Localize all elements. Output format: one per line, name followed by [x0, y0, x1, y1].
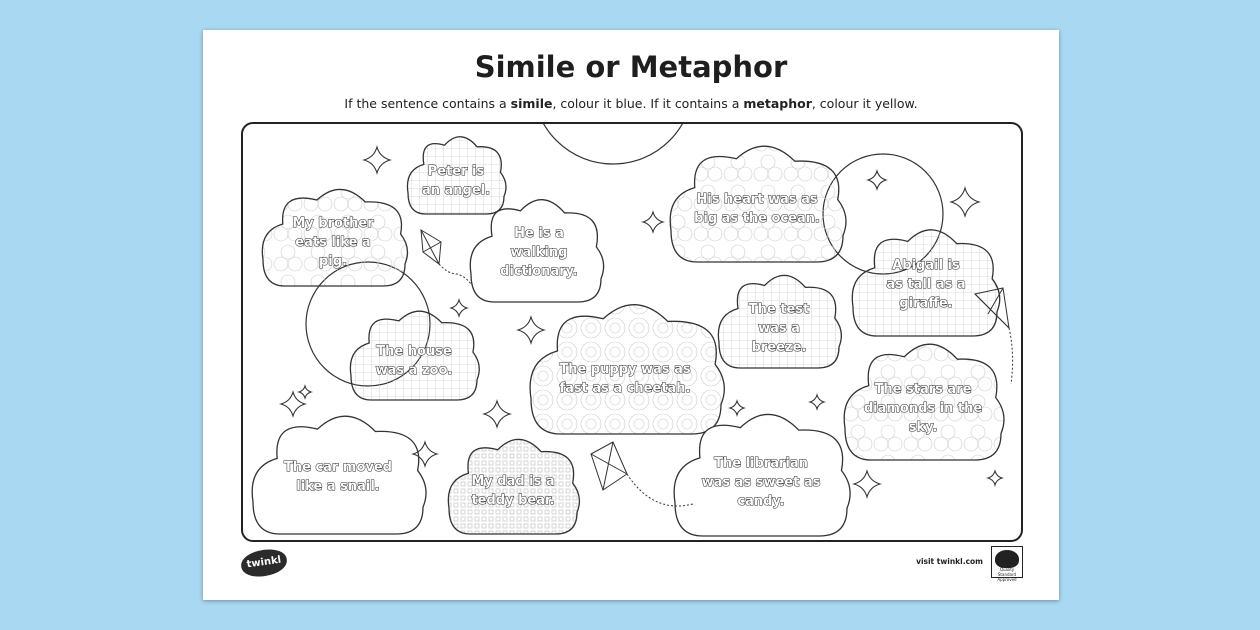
- sentence-line: He is a: [514, 226, 564, 241]
- sparkle-icon-11: [810, 395, 824, 409]
- worksheet-page: [203, 30, 1059, 600]
- sentence-line: giraffe.: [899, 296, 953, 311]
- cloud-text-stars: [843, 380, 1003, 437]
- cloud-text-peter: [376, 162, 536, 200]
- sentence-line: Abigail is: [892, 258, 960, 273]
- sentence-line: like a snail.: [296, 479, 380, 494]
- sentence-line: The house: [376, 344, 452, 359]
- sentence-line: My brother: [292, 216, 374, 231]
- sparkle-icon-10: [730, 401, 744, 415]
- badge-text: Quality Standard Approved: [997, 567, 1017, 582]
- sentence-line: as tall as a: [886, 277, 966, 292]
- sentence-line: Peter is: [427, 164, 485, 179]
- badge-icon: [995, 550, 1019, 568]
- sentence-line: candy.: [737, 494, 785, 509]
- cloud-text-dictionary: [459, 224, 619, 281]
- sentence-line: fast as a cheetah.: [559, 381, 691, 396]
- sparkle-icon-5: [518, 317, 544, 343]
- sparkle-icon-3: [951, 188, 979, 216]
- sentence-line: The librarian: [714, 456, 808, 471]
- sparkle-icon-7: [281, 392, 305, 416]
- instruction-part3: , colour it yellow.: [811, 96, 918, 111]
- cloud-text-brother: [253, 214, 413, 271]
- sentence-line: an angel.: [421, 183, 491, 198]
- sentence-line: pig.: [318, 254, 347, 269]
- sentence-line: sky.: [908, 420, 938, 435]
- sparkle-icon-13: [988, 471, 1002, 485]
- sparkle-icon-6: [299, 386, 311, 398]
- cloud-text-dad: [433, 472, 593, 510]
- sparkle-icon-1: [643, 212, 663, 232]
- cloud-text-house: [334, 342, 494, 380]
- instruction-part2: , colour it blue. If it contains a: [552, 96, 744, 111]
- sentence-line: was a: [758, 321, 800, 336]
- sparkle-icon-4: [451, 300, 467, 316]
- sentence-line: diamonds in the: [863, 401, 983, 416]
- sentence-line: walking: [510, 245, 568, 260]
- sentence-line: was a zoo.: [375, 363, 453, 378]
- sentence-line: teddy bear.: [471, 493, 555, 508]
- quality-badge: [991, 546, 1023, 582]
- cloud-text-car: [258, 458, 418, 496]
- sentence-line: The stars are: [874, 382, 972, 397]
- instruction-simile: simile: [510, 96, 553, 111]
- sentence-line: breeze.: [751, 340, 807, 355]
- cloud-text-librarian: [681, 454, 841, 511]
- sparkle-icon-2: [868, 171, 886, 189]
- cloud-text-puppy: [545, 360, 705, 398]
- sentence-line: eats like a: [295, 235, 371, 250]
- cloud-text-abigail: [846, 256, 1006, 313]
- bg-circle-top: [533, 124, 693, 164]
- instruction-part1: If the sentence contains a: [344, 96, 511, 111]
- cloud-text-heart: [677, 190, 837, 228]
- sentence-line: My dad is a: [471, 474, 555, 489]
- cloud-text-test: [699, 300, 859, 357]
- instructions: [203, 96, 1059, 111]
- sentence-line: was as sweet as: [701, 475, 821, 490]
- twinkl-logo: twinkl: [239, 547, 288, 579]
- visit-link[interactable]: visit twinkl.com: [916, 557, 983, 566]
- sentence-line: The car moved: [284, 460, 392, 475]
- worksheet-title: Simile or Metaphor: [474, 50, 788, 84]
- sentence-line: His heart was as: [696, 192, 818, 207]
- sentence-line: The puppy was as: [559, 362, 691, 377]
- sparkle-icon-9: [484, 401, 510, 427]
- instruction-metaphor: metaphor: [743, 96, 812, 111]
- colouring-area: [241, 122, 1023, 542]
- sentence-line: The test: [748, 302, 810, 317]
- sparkle-icon-12: [854, 471, 880, 497]
- sentence-line: dictionary.: [500, 264, 578, 279]
- sentence-line: big as the ocean.: [694, 211, 820, 226]
